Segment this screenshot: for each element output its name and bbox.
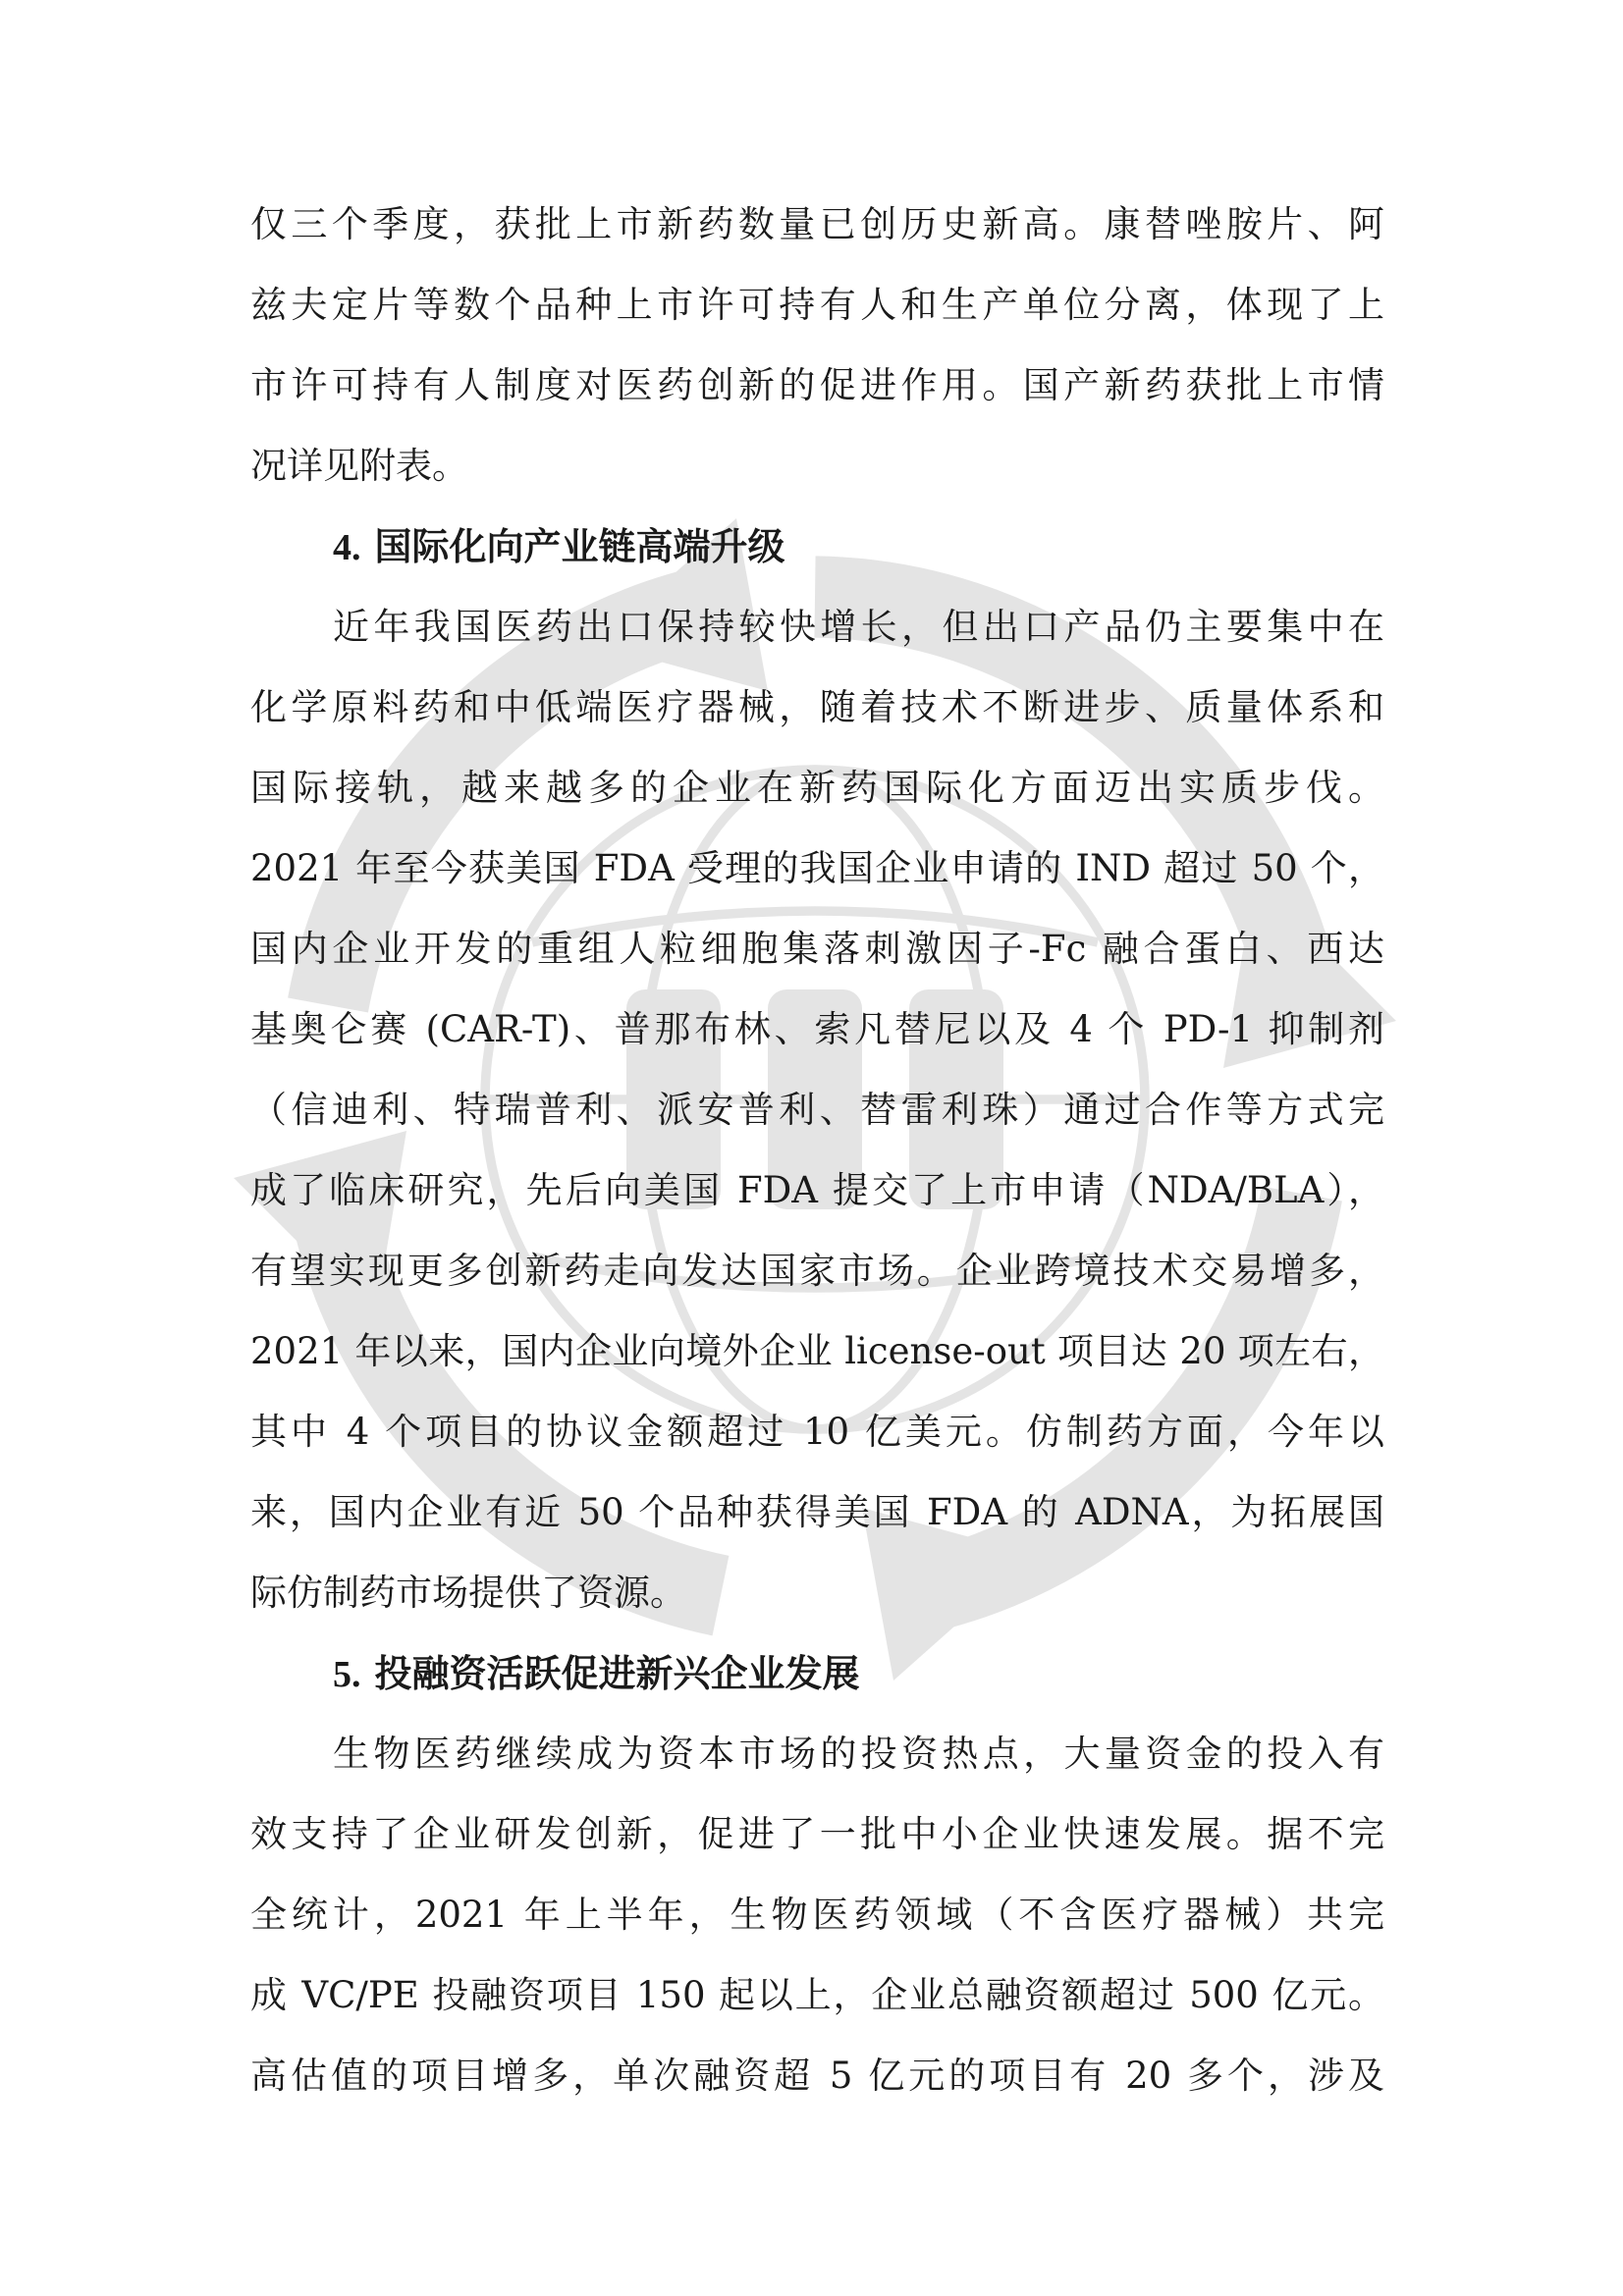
text-line: 全统计，2021 年上半年，生物医药领域（不含医疗器械）共完 xyxy=(250,1894,1384,1936)
text-line: 成 VC/PE 投融资项目 150 起以上，企业总融资额超过 500 亿元。 xyxy=(250,1974,1384,2016)
text-line: 仅三个季度，获批上市新药数量已创历史新高。康替唑胺片、阿 xyxy=(250,203,1384,245)
text-line: 2021 年以来，国内企业向境外企业 license-out 项目达 20 项左右， xyxy=(250,1330,1384,1372)
section-heading-5 xyxy=(250,1633,1384,1714)
text-line: 国际接轨，越来越多的企业在新药国际化方面迈出实质步伐。 xyxy=(250,767,1384,809)
text-line: 化学原料药和中低端医疗器械，随着技术不断进步、质量体系和 xyxy=(250,686,1384,728)
section-title: 国际化向产业链高端升级 xyxy=(374,525,785,568)
text-line: 生物医药继续成为资本市场的投资热点，大量资金的投入有 xyxy=(333,1733,1384,1775)
section-title: 投融资活跃促进新兴企业发展 xyxy=(374,1652,860,1695)
text-line: 效支持了企业研发创新，促进了一批中小企业快速发展。据不完 xyxy=(250,1813,1384,1855)
section-number: 4. xyxy=(333,527,361,568)
section-heading-4 xyxy=(250,507,1384,587)
text-line: 近年我国医药出口保持较快增长，但出口产品仍主要集中在 xyxy=(333,606,1384,648)
text-line: 基奥仑赛 (CAR-T)、普那布林、索凡替尼以及 4 个 PD-1 抑制剂 xyxy=(250,1008,1384,1050)
section-number: 5. xyxy=(333,1654,361,1695)
text-line: 来，国内企业有近 50 个品种获得美国 FDA 的 ADNA，为拓展国 xyxy=(250,1491,1384,1533)
text-line: 市许可持有人制度对医药创新的促进作用。国产新药获批上市情 xyxy=(250,364,1384,406)
text-line: 况详见附表。 xyxy=(250,445,468,487)
paragraph-2 xyxy=(250,587,1384,1633)
text-line: 2021 年至今获美国 FDA 受理的我国企业申请的 IND 超过 50 个， xyxy=(250,847,1384,889)
paragraph-3 xyxy=(250,1714,1384,2116)
text-line: 高估值的项目增多，单次融资超 5 亿元的项目有 20 多个，涉及 xyxy=(250,2055,1384,2097)
text-line: 成了临床研究，先后向美国 FDA 提交了上市申请（NDA/BLA）， xyxy=(250,1169,1384,1211)
text-line: 兹夫定片等数个品种上市许可持有人和生产单位分离，体现了上 xyxy=(250,284,1384,326)
text-line: 际仿制药市场提供了资源。 xyxy=(250,1572,686,1614)
text-line: 有望实现更多创新药走向发达国家市场。企业跨境技术交易增多， xyxy=(250,1250,1384,1292)
paragraph-1 xyxy=(250,185,1384,507)
text-line: 国内企业开发的重组人粒细胞集落刺激因子-Fc 融合蛋白、西达 xyxy=(250,928,1384,970)
text-line: 其中 4 个项目的协议金额超过 10 亿美元。仿制药方面，今年以 xyxy=(250,1411,1384,1453)
document-page xyxy=(250,185,1384,2116)
text-line: （信迪利、特瑞普利、派安普利、替雷利珠）通过合作等方式完 xyxy=(250,1089,1384,1131)
